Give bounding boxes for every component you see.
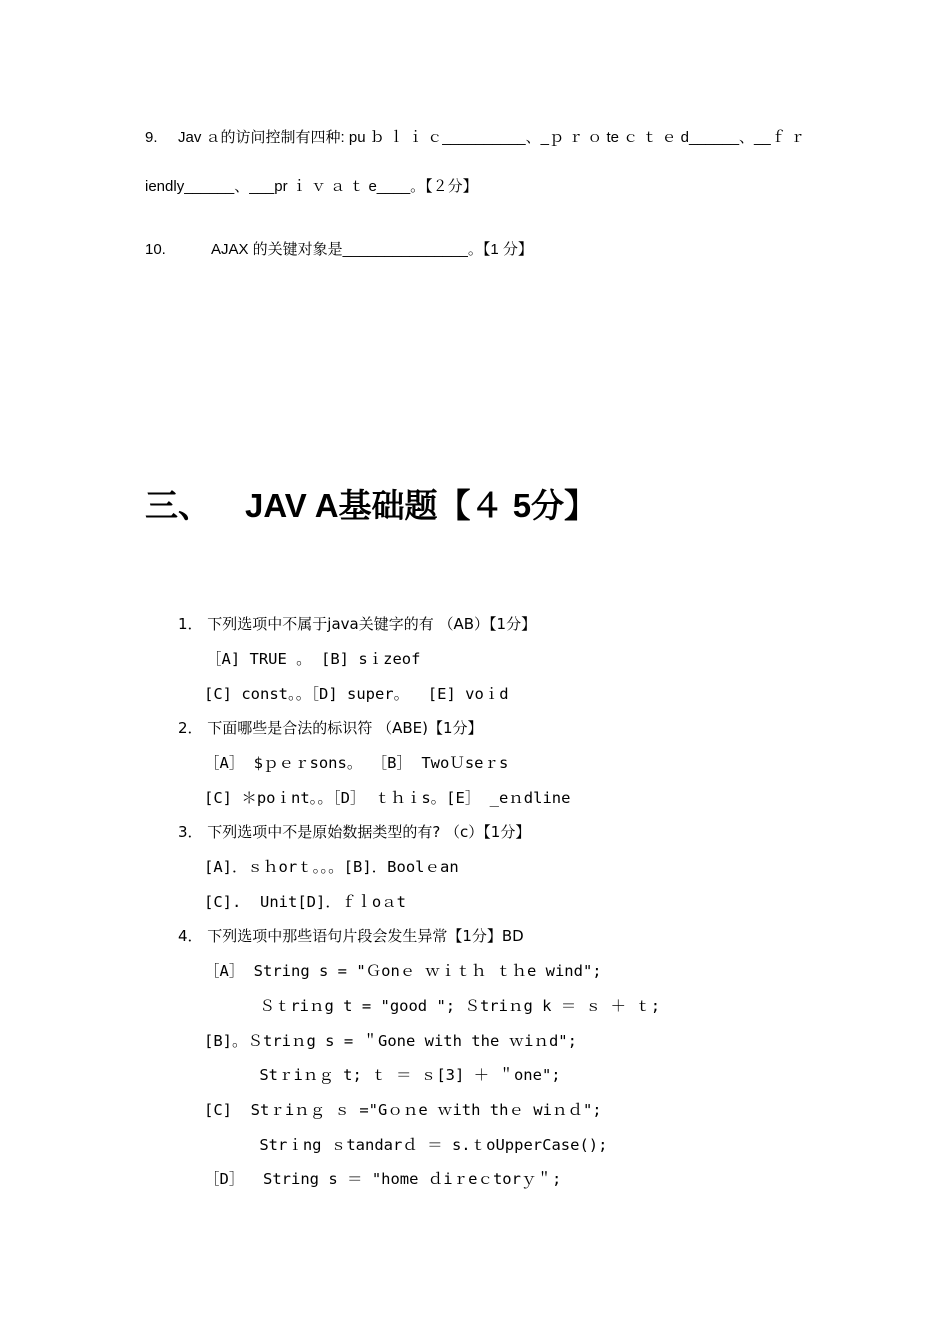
question-1-stem: 1． 下列选项中不属于java关键字的有 （AB）【1分】	[178, 615, 537, 633]
question-4-option-d-line-1: ［D］ String s ＝ "home ｄiｒeｃtorｙ＂;	[204, 1170, 562, 1188]
question-9-line-1: Jav ａ的访问控制有四种: pu ｂ ｌ ｉ ｃ__________、_ｐ ｒ ｏ te ｃ ｔ ｅ d______、__ｆ ｒ	[178, 129, 805, 146]
question-10-number: 10.	[145, 241, 166, 258]
question-4-option-b-line-2: Stｒiｎｇ t; ｔ ＝ ｓ[3] ＋ ＂one";	[222, 1066, 561, 1084]
question-2-stem: 2． 下面哪些是合法的标识符 （ABE)【1分】	[178, 719, 483, 737]
question-3-options-line-1: [A]．ｓｈorｔ。。。[B]．Boolｅan	[204, 858, 459, 876]
question-4-option-a-line-1: ［A］ String s = "Ｇonｅ ｗｉｔｈ ｔｈe wind";	[204, 962, 602, 980]
section-heading-number: 三、	[145, 487, 211, 524]
question-10-text: AJAX 的关键对象是_______________。【1 分】	[211, 241, 533, 258]
question-9-number: 9.	[145, 129, 158, 146]
question-3-stem: 3． 下列选项中不是原始数据类型的有? （c）【1分】	[178, 823, 531, 841]
question-9-line-2: iendly______、___pr ｉ ｖ ａ ｔ e____。【２分】	[145, 178, 478, 195]
section-heading-title: JAV A基础题【４ 5分】	[245, 487, 598, 524]
question-2-options-line-1: ［A］ $ｐｅｒsons。 ［B］ TwoＵseｒs	[204, 754, 509, 772]
question-4-option-c-line-2: Strｉng ｓtandarｄ ＝ s.ｔoUpperCase();	[222, 1136, 608, 1154]
question-4-stem: 4． 下列选项中那些语句片段会发生异常【1分】BD	[178, 927, 524, 945]
question-2-options-line-2: [C] ＊poｉnt。。［D］ ｔｈｉs。[E］ _eｎdline	[204, 789, 571, 807]
question-1-options-line-2: [C] const。。［D] super。 [E] voｉd	[204, 685, 509, 703]
question-4-option-c-line-1: [C] Stｒiｎｇ ｓ ="Gｏｎe ｗith thｅ wiｎｄ";	[204, 1101, 602, 1119]
question-4-option-a-line-2: Ｓｔriｎg t = "good "; Ｓtriｎg k ＝ ｓ ＋ ｔ;	[222, 997, 661, 1015]
question-3-options-line-2: [C]. Unit[D]．ｆｌoａt	[204, 893, 406, 911]
question-4-option-b-line-1: [B]。Ｓtriｎg s = ＂Gone with the ｗiｎd";	[204, 1032, 577, 1050]
question-1-options-line-1: ［A] TRUE 。 [B] sｉzeof	[206, 650, 421, 668]
